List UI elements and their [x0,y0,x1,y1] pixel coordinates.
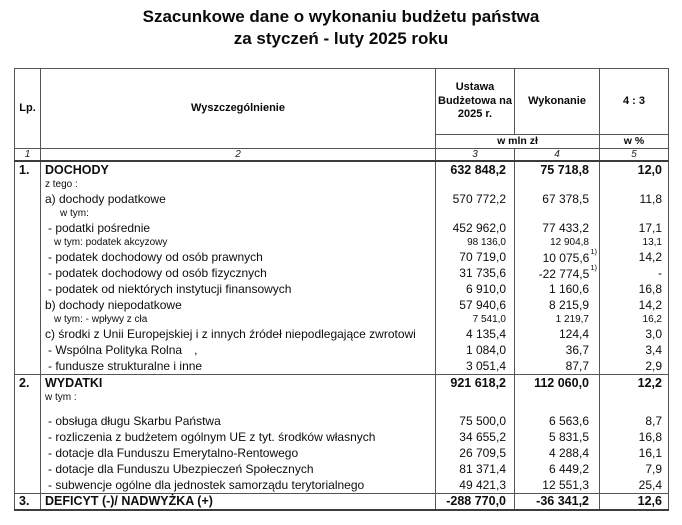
row-value-ratio [600,391,669,404]
header-specification: Wyszczególnienie [41,69,436,149]
table-row [15,429,669,445]
column-index-cell: 1 [15,149,41,162]
title-line-1: Szacunkowe dane o wykonaniu budżetu państwa [142,7,540,26]
table-row [15,342,669,358]
row-value-execution: 12 904,8 [515,236,600,249]
row-value-execution: 112 060,0 [515,374,600,391]
row-value-execution: 67 378,5 [515,191,600,207]
table-row [15,313,669,326]
row-lp [15,265,41,281]
column-index-cell: 3 [436,149,515,162]
row-value-budget-act [436,404,515,413]
row-value-ratio: - [600,265,669,281]
row-value-ratio: 14,2 [600,249,669,265]
header-ratio: 4 : 3 [600,69,669,135]
row-value-budget-act: -288 770,0 [436,493,515,510]
units-mln-label: w mln zł [436,135,600,149]
row-value-ratio [600,207,669,220]
table-row [15,297,669,313]
table-row [15,178,669,191]
row-lp: 1. [15,161,41,178]
table-row [15,493,669,510]
row-label: - podatek dochodowy od osób prawnych [41,249,436,265]
table-row [15,281,669,297]
row-value-ratio [600,178,669,191]
row-lp [15,326,41,342]
table-row [15,191,669,207]
row-value-budget-act [436,391,515,404]
row-value-execution [515,207,600,220]
row-label: WYDATKI [41,374,436,391]
row-value-ratio: 17,1 [600,220,669,236]
table-body [15,161,669,510]
row-value-budget-act [436,207,515,220]
row-value-budget-act: 34 655,2 [436,429,515,445]
row-label: DOCHODY [41,161,436,178]
row-value-budget-act: 75 500,0 [436,413,515,429]
row-label: b) dochody niepodatkowe [41,297,436,313]
row-value-ratio: 12,2 [600,374,669,391]
row-value-ratio: 16,8 [600,281,669,297]
row-label: - podatek dochodowy od osób fizycznych [41,265,436,281]
table-row [15,413,669,429]
row-value-execution: 5 831,5 [515,429,600,445]
row-value-ratio: 2,9 [600,358,669,374]
row-lp [15,313,41,326]
row-value-execution: 77 433,2 [515,220,600,236]
row-value-budget-act: 81 371,4 [436,461,515,477]
row-value-budget-act: 49 421,3 [436,477,515,493]
row-label: - obsługa długu Skarbu Państwa [41,413,436,429]
row-value-ratio: 12,0 [600,161,669,178]
row-value-ratio: 16,1 [600,445,669,461]
row-value-execution: 36,7 [515,342,600,358]
header-row [15,69,669,135]
column-index-cell: 2 [41,149,436,162]
footnote-marker: 1) [590,262,597,272]
row-label: - podatki pośrednie [41,220,436,236]
row-value-execution: 12 551,3 [515,477,600,493]
row-label: w tym : [41,391,436,404]
row-value-ratio: 3,0 [600,326,669,342]
document-title [0,6,682,51]
row-lp [15,404,41,413]
row-label: a) dochody podatkowe [41,191,436,207]
row-value-ratio: 8,7 [600,413,669,429]
row-lp [15,207,41,220]
table-row [15,161,669,178]
row-lp [15,249,41,265]
row-value-budget-act: 1 084,0 [436,342,515,358]
row-lp [15,342,41,358]
row-value-ratio: 13,1 [600,236,669,249]
table-row [15,326,669,342]
row-lp [15,191,41,207]
row-value-execution: -36 341,2 [515,493,600,510]
title-line-2: za styczeń - luty 2025 roku [233,29,449,49]
row-value-budget-act: 98 136,0 [436,236,515,249]
row-lp [15,297,41,313]
footnote-marker: 1) [590,246,597,256]
row-lp [15,236,41,249]
row-value-execution [515,178,600,191]
row-label-suffix: , [194,343,198,358]
row-label: w tym: [41,207,436,220]
table-row [15,207,669,220]
row-value-execution: 6 449,2 [515,461,600,477]
row-value-ratio: 3,4 [600,342,669,358]
row-value-ratio: 11,8 [600,191,669,207]
row-label [41,404,436,413]
row-label: - rozliczenia z budżetem ogólnym UE z tyt. środków własnych [41,429,436,445]
row-value-execution: 4 288,4 [515,445,600,461]
row-value-budget-act: 3 051,4 [436,358,515,374]
table-row [15,358,669,374]
row-label: DEFICYT (-)/ NADWYŻKA (+) [41,493,436,510]
row-lp: 3. [15,493,41,510]
table-row [15,391,669,404]
row-lp [15,391,41,404]
row-label: w tym: podatek akcyzowy [41,236,436,249]
table-row [15,477,669,493]
row-value-budget-act: 921 618,2 [436,374,515,391]
row-value-ratio: 16,8 [600,429,669,445]
row-value-execution: 75 718,8 [515,161,600,178]
row-lp [15,281,41,297]
row-lp [15,445,41,461]
row-lp [15,178,41,191]
row-label: - fundusze strukturalne i inne [41,358,436,374]
table-row [15,461,669,477]
row-value-execution: 6 563,6 [515,413,600,429]
row-lp [15,429,41,445]
table-row [15,220,669,236]
row-lp [15,358,41,374]
row-value-budget-act: 632 848,2 [436,161,515,178]
row-value-budget-act: 7 541,0 [436,313,515,326]
units-pct-label: w % [600,135,669,149]
table-row [15,445,669,461]
row-value-execution: 10 075,6$^{1)}$ [515,249,600,265]
row-label: - dotacje dla Funduszu Emerytalno-Rentowego [41,445,436,461]
row-value-execution: -22 774,5$^{1)}$ [515,265,600,281]
table-row [15,265,669,281]
row-lp [15,477,41,493]
row-value-execution [515,404,600,413]
row-value-execution: 87,7 [515,358,600,374]
table-row [15,236,669,249]
row-value-budget-act: 57 940,6 [436,297,515,313]
row-value-budget-act: 6 910,0 [436,281,515,297]
row-value-budget-act: 70 719,0 [436,249,515,265]
budget-table [14,68,669,511]
row-value-budget-act: 570 772,2 [436,191,515,207]
header-lp: Lp. [15,69,41,149]
column-index-cell: 5 [600,149,669,162]
row-lp: 2. [15,374,41,391]
row-value-budget-act [436,178,515,191]
row-label: c) środki z Unii Europejskiej i z innych źródeł niepodlegające zwrotowi [41,326,436,342]
row-value-execution: 124,4 [515,326,600,342]
row-label: - podatek od niektórych instytucji finansowych [41,281,436,297]
row-label: - Wspólna Polityka Rolna , [41,342,436,358]
row-value-ratio: 16,2 [600,313,669,326]
table-row [15,249,669,265]
row-value-budget-act: 31 735,6 [436,265,515,281]
table-row [15,374,669,391]
row-label: - dotacje dla Funduszu Ubezpieczeń Społecznych [41,461,436,477]
row-lp [15,461,41,477]
row-label: w tym: - wpływy z cła [41,313,436,326]
row-value-execution [515,391,600,404]
row-label: - subwencje ogólne dla jednostek samorządu terytorialnego [41,477,436,493]
row-value-execution: 8 215,9 [515,297,600,313]
row-value-budget-act: 26 709,5 [436,445,515,461]
row-value-execution: 1 160,6 [515,281,600,297]
row-value-ratio: 12,6 [600,493,669,510]
row-value-ratio: 25,4 [600,477,669,493]
row-value-budget-act: 452 962,0 [436,220,515,236]
row-value-execution: 1 219,7 [515,313,600,326]
row-value-ratio [600,404,669,413]
row-value-ratio: 7,9 [600,461,669,477]
header-budget-act: Ustawa Budżetowa na 2025 r. [436,69,515,135]
column-index-row [15,149,669,162]
header-execution: Wykonanie [515,69,600,135]
row-value-budget-act: 4 135,4 [436,326,515,342]
table-row [15,404,669,413]
row-lp [15,413,41,429]
column-index-cell: 4 [515,149,600,162]
row-value-ratio: 14,2 [600,297,669,313]
row-label: z tego : [41,178,436,191]
row-lp [15,220,41,236]
